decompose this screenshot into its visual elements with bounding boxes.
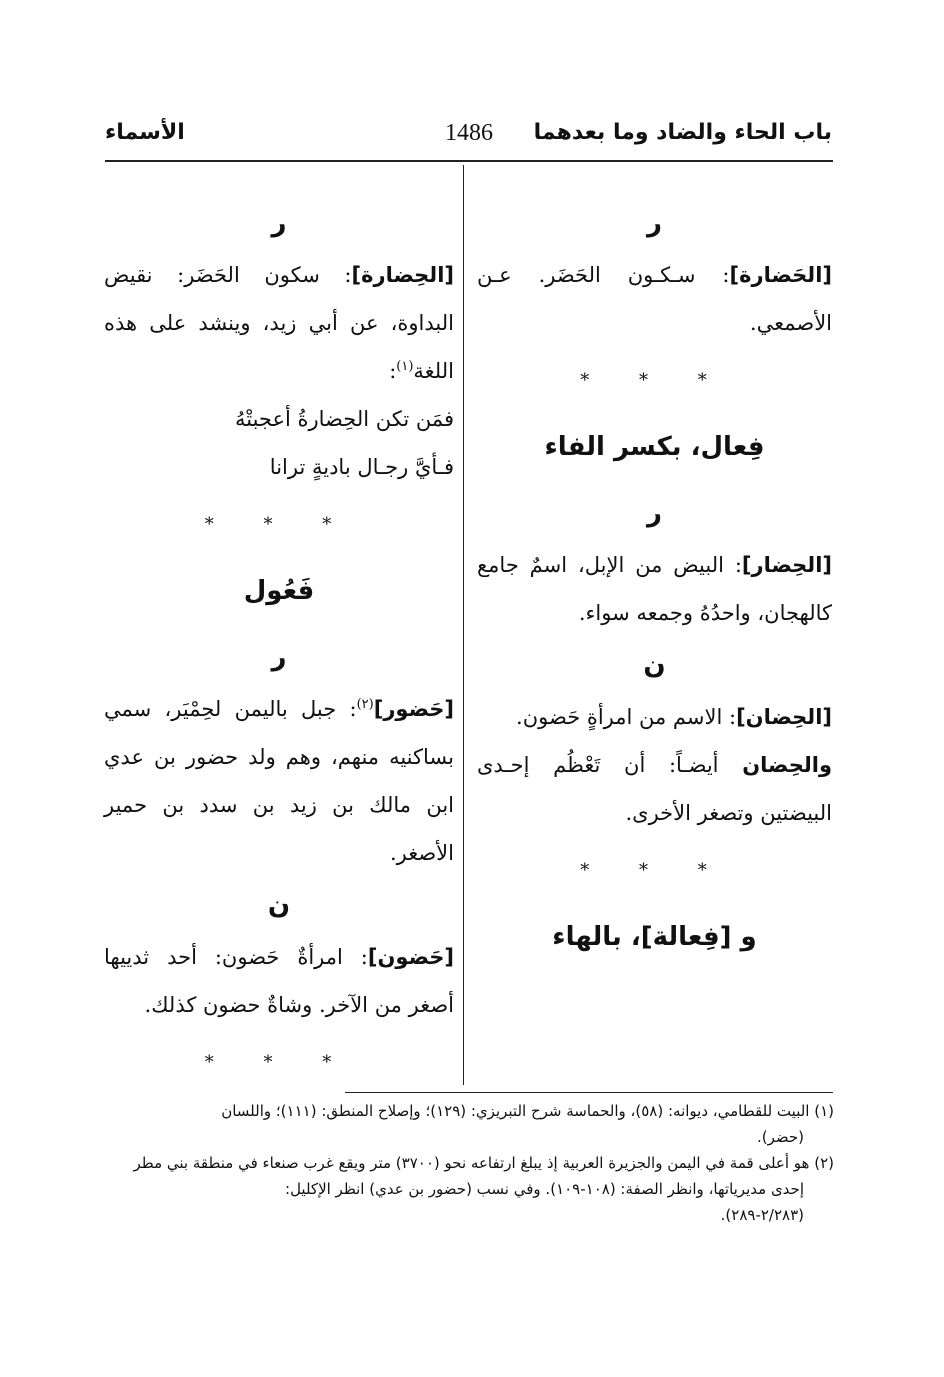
- entry-headword: [الحِضار]: [741, 553, 832, 577]
- entry-headword: [حَضور]: [373, 697, 454, 721]
- entry-definition: : سكون الحَضَر: نقيض البداوة، عن أبي زيد، وينشد على هذه اللغة: [104, 263, 454, 383]
- dictionary-entry: [477, 251, 832, 347]
- footnote-2: (٢) هو أعلى قمة في اليمن والجزيرة العربية إذ يبلغ ارتفاعه نحو (٣٧٠٠) متر ويقع غرب صنعاء في منطقة بني مطر: [133, 1154, 834, 1172]
- entry-definition: : البيض من الإبل، اسمٌ جامع كالهجان، واحدُهُ وجمعه سواء.: [477, 553, 832, 625]
- column-divider: [463, 165, 464, 1085]
- entry-headword: [الحِضارة]: [351, 263, 454, 287]
- running-head-section: الأسماء: [105, 120, 185, 145]
- entry-definition: : سـكـون الحَضَر. عـن الأصمعي.: [477, 263, 832, 335]
- entry-headword: والحِضان: [742, 753, 832, 777]
- pattern-heading: فَعُول: [243, 576, 315, 606]
- footnote-1: (١) البيت للقطامي، ديوانه: (٥٨)، والحماسة شرح التبريزي: (١٢٩)؛ وإصلاح المنطق: (١١١)؛ واللسان: [221, 1102, 834, 1120]
- footnote-marker: (٢): [356, 697, 374, 712]
- footnote-2-continuation: (٢/٢٨٣-٢٨٩).: [720, 1206, 804, 1224]
- left-column: [104, 195, 454, 1097]
- footnote-1-continuation: (حضر).: [756, 1128, 804, 1146]
- dictionary-entry: [477, 693, 832, 741]
- pattern-heading: فِعال، بكسر الفاء: [544, 432, 765, 462]
- section-separator: * * *: [580, 370, 729, 391]
- header-rule: [105, 160, 833, 162]
- dictionary-entry: [477, 741, 832, 837]
- entry-definition-end: :: [389, 359, 397, 383]
- footnote-2-continuation: إحدى مديرياتها، وانظر الصفة: (١٠٨-١٠٩). وفي نسب (حضور بن عدي) انظر الإكليل:: [285, 1180, 804, 1198]
- entry-headword: [الحَضارة]: [729, 263, 832, 287]
- section-separator: * * *: [580, 860, 729, 881]
- letter-heading: ن: [267, 890, 291, 920]
- section-separator: * * *: [204, 514, 354, 535]
- dictionary-entry: [104, 685, 454, 877]
- letter-heading: ر: [271, 208, 287, 238]
- entry-definition: : جبل باليمن لحِمْيَر، سمي بساكنيه منهم، وهم ولد حضور بن عدي ابن مالك بن زيد بن سدد بن حمير الأصغر.: [104, 697, 454, 865]
- dictionary-entry: [104, 933, 454, 1029]
- verse-line: فمَن تكن الحِضارةُ أعجبتْهُ: [234, 407, 454, 431]
- pattern-heading: و [فِعالة]، بالهاء: [552, 922, 757, 952]
- entry-headword: [الحِضان]: [736, 705, 832, 729]
- right-column: [477, 195, 832, 979]
- verse-line: فـأيَّ رجـال باديةٍ ترانا: [269, 455, 454, 479]
- letter-heading: ر: [647, 208, 662, 238]
- entry-headword: [حَضون]: [367, 945, 454, 969]
- footnote-rule: [345, 1092, 833, 1093]
- dictionary-entry: [104, 251, 454, 395]
- letter-heading: ن: [643, 650, 666, 680]
- entry-definition: أيضـاً: أن تَعْظُم إحـدى البيضتين وتصغر الأخرى.: [477, 753, 832, 825]
- entry-definition: : امرأةٌ حَضون: أحد ثدييها أصغر من الآخر. وشاةٌ حضون كذلك.: [104, 945, 454, 1017]
- footnotes: [106, 1098, 834, 1228]
- page-number: 1486: [445, 120, 493, 146]
- dictionary-entry: [477, 541, 832, 637]
- running-head-chapter: باب الحاء والضاد وما بعدهما: [533, 120, 832, 145]
- footnote-marker: (١): [396, 359, 414, 374]
- letter-heading: ر: [271, 642, 287, 672]
- entry-definition: : الاسم من امرأةٍ حَضون.: [516, 705, 737, 729]
- letter-heading: ر: [647, 498, 662, 528]
- section-separator: * * *: [204, 1052, 354, 1073]
